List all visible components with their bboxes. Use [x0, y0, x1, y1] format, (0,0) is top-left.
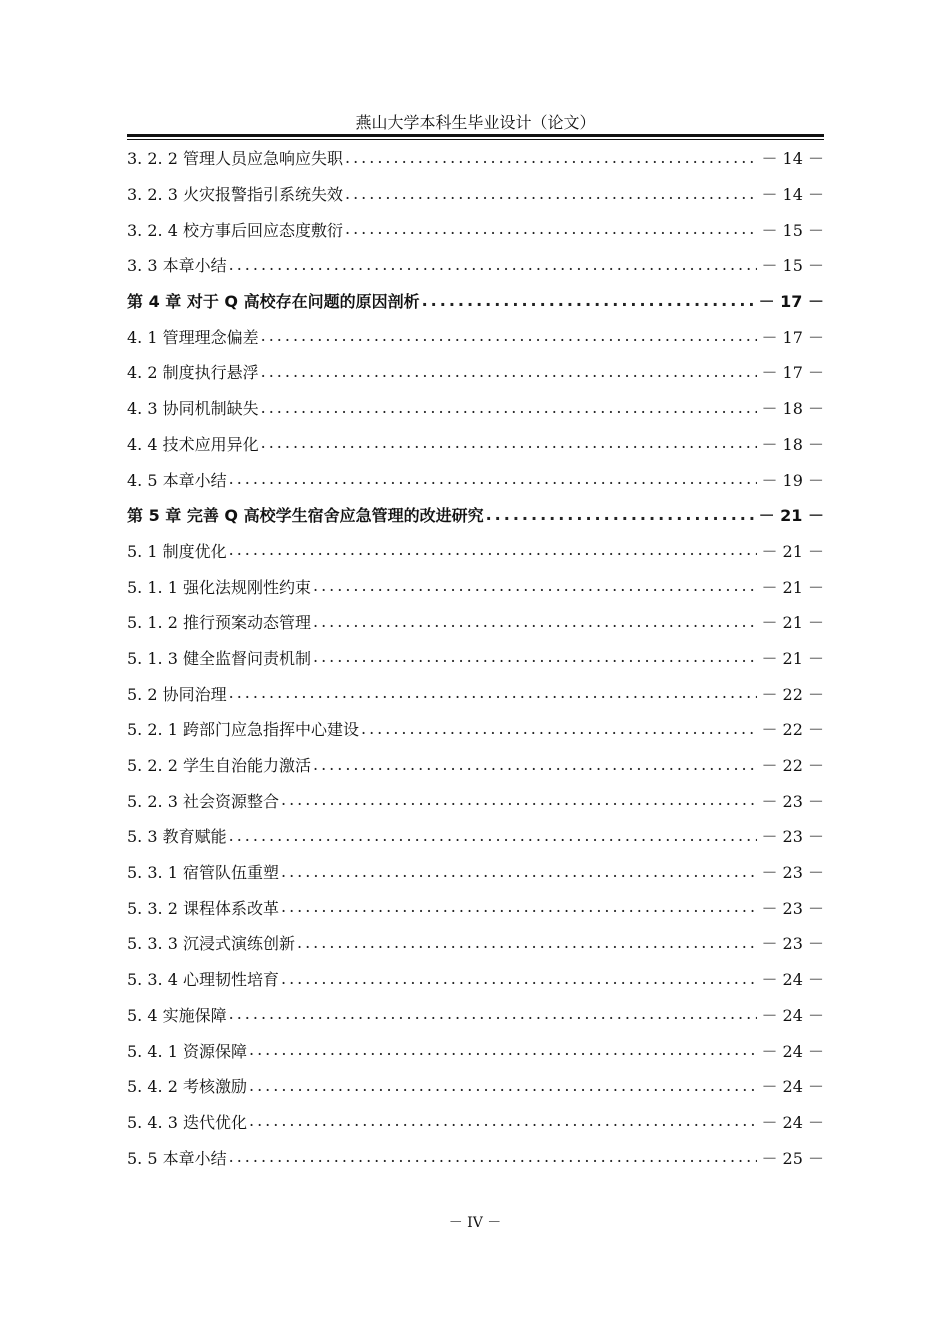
toc-entry-title: 5. 2. 1 跨部门应急指挥中心建设: [127, 717, 361, 740]
toc-dot-leader: [261, 326, 758, 346]
toc-entry-title: 5. 3. 2 课程体系改革: [127, 896, 281, 919]
toc-entry[interactable]: [127, 461, 824, 497]
toc-entry[interactable]: [127, 318, 824, 354]
toc-entry[interactable]: [127, 176, 824, 212]
toc-dot-leader: [261, 433, 758, 453]
toc-entry[interactable]: [127, 533, 824, 569]
toc-entry[interactable]: [127, 747, 824, 783]
toc-entry-page: － 23 －: [761, 791, 824, 811]
toc-entry-page: － 14 －: [761, 185, 824, 205]
toc-entry-page: － 24 －: [761, 1041, 824, 1061]
toc-entry[interactable]: [127, 1032, 824, 1068]
toc-dot-leader: [229, 1004, 758, 1024]
toc-entry-title: 4. 1 管理理念偏差: [127, 325, 261, 348]
toc-entry-title: 5. 1. 1 强化法规刚性约束: [127, 575, 313, 598]
toc-entry-title: 4. 4 技术应用异化: [127, 432, 261, 455]
header-rule-thick: [127, 134, 824, 137]
toc-entry[interactable]: [127, 354, 824, 390]
toc-entry-title: 3. 2. 2 管理人员应急响应失职: [127, 146, 345, 169]
toc-entry-title: 5. 4. 3 迭代优化: [127, 1110, 249, 1133]
toc-entry-page: － 22 －: [761, 720, 824, 740]
toc-entry-title: 5. 3 教育赋能: [127, 824, 229, 847]
toc-entry[interactable]: [127, 640, 824, 676]
toc-entry[interactable]: [127, 426, 824, 462]
toc-entry-title: 3. 2. 4 校方事后回应态度敷衍: [127, 218, 345, 241]
toc-entry[interactable]: [127, 1104, 824, 1140]
toc-dot-leader: [261, 362, 758, 382]
toc-entry-page: － 17 －: [761, 363, 824, 383]
toc-dot-leader: [249, 1040, 757, 1060]
toc-dot-leader: [422, 291, 755, 311]
toc-dot-leader: [229, 469, 758, 489]
toc-entry-title: 5. 4. 1 资源保障: [127, 1039, 249, 1062]
toc-entry[interactable]: [127, 211, 824, 247]
toc-entry[interactable]: [127, 818, 824, 854]
toc-dot-leader: [261, 398, 758, 418]
toc-entry-title: 5. 2 协同治理: [127, 682, 229, 705]
toc-entry-title: 5. 4 实施保障: [127, 1003, 229, 1026]
toc-entry-title: 4. 5 本章小结: [127, 468, 229, 491]
toc-chapter-entry[interactable]: [127, 497, 824, 533]
toc-dot-leader: [297, 933, 757, 953]
toc-entry-page: － 24 －: [761, 1077, 824, 1097]
toc-entry-title: 5. 1 制度优化: [127, 539, 229, 562]
toc-entry-page: － 23 －: [761, 827, 824, 847]
toc-entry-page: － 14 －: [761, 149, 824, 169]
toc-entry-title: 第 4 章 对于 Q 高校存在问题的原因剖析: [127, 289, 422, 312]
toc-entry-page: － 24 －: [761, 970, 824, 990]
toc-entry[interactable]: [127, 140, 824, 176]
toc-entry-page: － 24 －: [761, 1005, 824, 1025]
toc-entry[interactable]: [127, 997, 824, 1033]
toc-entry-page: － 23 －: [761, 863, 824, 883]
toc-entry-page: － 24 －: [761, 1112, 824, 1132]
toc-entry-title: 4. 3 协同机制缺失: [127, 396, 261, 419]
toc-dot-leader: [281, 969, 757, 989]
toc-dot-leader: [313, 647, 757, 667]
toc-dot-leader: [249, 1076, 757, 1096]
toc-entry-page: － 23 －: [761, 934, 824, 954]
toc-entry-page: － 18 －: [761, 399, 824, 419]
toc-entry-title: 5. 5 本章小结: [127, 1146, 229, 1169]
toc-dot-leader: [229, 826, 758, 846]
toc-dot-leader: [345, 184, 757, 204]
toc-entry-title: 5. 1. 2 推行预案动态管理: [127, 610, 313, 633]
toc-entry-page: － 21 －: [761, 541, 824, 561]
toc-entry-page: － 21 －: [761, 648, 824, 668]
toc-dot-leader: [345, 148, 757, 168]
toc-entry-title: 5. 4. 2 考核激励: [127, 1074, 249, 1097]
page-number: － IV －: [448, 1215, 502, 1231]
toc-entry-title: 第 5 章 完善 Q 高校学生宿舍应急管理的改进研究: [127, 503, 486, 526]
page-header: 燕山大学本科生毕业设计（论文）: [355, 113, 596, 132]
toc-entry-title: 5. 1. 3 健全监督问责机制: [127, 646, 313, 669]
toc-entry-title: 5. 3. 1 宿管队伍重塑: [127, 860, 281, 883]
toc-dot-leader: [229, 540, 758, 560]
toc-entry[interactable]: [127, 1068, 824, 1104]
toc-entry[interactable]: [127, 247, 824, 283]
toc-entry-title: 5. 3. 4 心理韧性培育: [127, 967, 281, 990]
toc-entry-title: 5. 2. 3 社会资源整合: [127, 789, 281, 812]
toc-entry[interactable]: [127, 961, 824, 997]
toc-dot-leader: [281, 897, 757, 917]
toc-entry-page: － 22 －: [761, 684, 824, 704]
toc-dot-leader: [229, 683, 758, 703]
toc-dot-leader: [486, 505, 755, 525]
toc-dot-leader: [249, 1111, 757, 1131]
toc-entry-page: － 18 －: [761, 434, 824, 454]
toc-entry-page: － 19 －: [761, 470, 824, 490]
toc-entry-page: － 21 －: [761, 577, 824, 597]
toc-dot-leader: [229, 255, 758, 275]
toc-dot-leader: [281, 790, 757, 810]
toc-dot-leader: [345, 219, 757, 239]
toc-dot-leader: [313, 576, 757, 596]
toc-entry[interactable]: [127, 1139, 824, 1175]
toc-entry[interactable]: [127, 782, 824, 818]
toc-entry-page: － 15 －: [761, 256, 824, 276]
toc-entry-title: 3. 3 本章小结: [127, 253, 229, 276]
toc-dot-leader: [229, 1147, 758, 1167]
toc-entry[interactable]: [127, 604, 824, 640]
toc-entry-title: 5. 2. 2 学生自治能力激活: [127, 753, 313, 776]
toc-entry-page: － 15 －: [761, 220, 824, 240]
toc-entry-page: － 23 －: [761, 898, 824, 918]
toc-entry-page: － 17 －: [758, 292, 824, 312]
toc-entry[interactable]: [127, 711, 824, 747]
toc-entry-title: 5. 3. 3 沉浸式演练创新: [127, 931, 297, 954]
toc-entry[interactable]: [127, 568, 824, 604]
toc-entry[interactable]: [127, 854, 824, 890]
toc-entry[interactable]: [127, 675, 824, 711]
toc-dot-leader: [313, 755, 757, 775]
toc-entry-page: － 21 －: [758, 506, 824, 526]
table-of-contents: [127, 140, 824, 1175]
toc-dot-leader: [313, 612, 757, 632]
toc-entry[interactable]: [127, 390, 824, 426]
toc-entry-title: 3. 2. 3 火灾报警指引系统失效: [127, 182, 345, 205]
toc-entry[interactable]: [127, 925, 824, 961]
toc-entry-page: － 22 －: [761, 756, 824, 776]
toc-entry-page: － 25 －: [761, 1148, 824, 1168]
toc-chapter-entry[interactable]: [127, 283, 824, 319]
toc-entry-page: － 21 －: [761, 613, 824, 633]
toc-dot-leader: [281, 862, 757, 882]
toc-entry-title: 4. 2 制度执行悬浮: [127, 360, 261, 383]
toc-entry-page: － 17 －: [761, 327, 824, 347]
toc-entry[interactable]: [127, 889, 824, 925]
toc-dot-leader: [361, 719, 757, 739]
